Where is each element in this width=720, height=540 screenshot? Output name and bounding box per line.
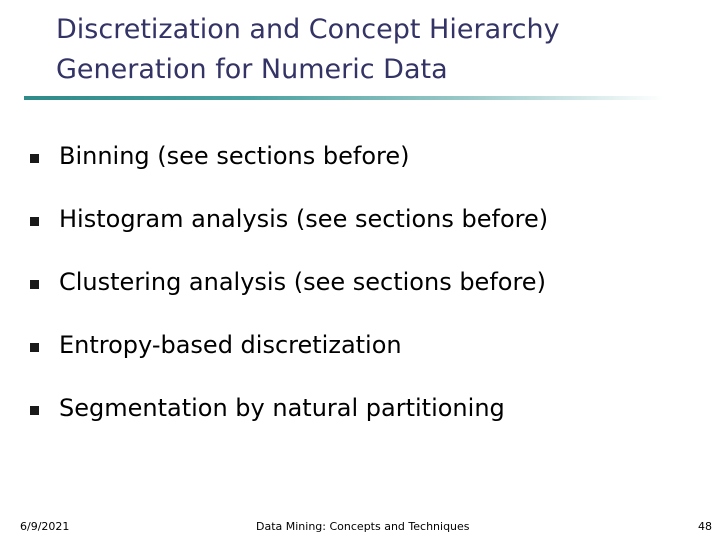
bullet-text: Entropy-based discretization	[59, 331, 402, 359]
bullet-text: Histogram analysis (see sections before)	[59, 205, 549, 233]
title-divider	[24, 96, 664, 100]
slide-title-line-1: Discretization and Concept Hierarchy	[56, 14, 560, 45]
square-bullet-icon	[30, 154, 39, 163]
footer-title: Data Mining: Concepts and Techniques	[256, 520, 470, 533]
bullet-item-clustering	[30, 262, 690, 302]
square-bullet-icon	[30, 343, 39, 352]
square-bullet-icon	[30, 217, 39, 226]
footer-date: 6/9/2021	[20, 520, 70, 533]
bullet-item-binning	[30, 136, 690, 176]
bullet-text: Binning (see sections before)	[59, 142, 410, 170]
bullet-item-segmentation	[30, 388, 690, 428]
square-bullet-icon	[30, 280, 39, 289]
bullet-list	[30, 136, 690, 451]
bullet-text: Clustering analysis (see sections before)	[59, 268, 546, 296]
slide-title	[56, 10, 676, 90]
square-bullet-icon	[30, 406, 39, 415]
slide-title-line-2: Generation for Numeric Data	[56, 54, 448, 85]
bullet-item-entropy	[30, 325, 690, 365]
footer-page-number: 48	[698, 520, 712, 533]
bullet-item-histogram	[30, 199, 690, 239]
bullet-text: Segmentation by natural partitioning	[59, 394, 505, 422]
